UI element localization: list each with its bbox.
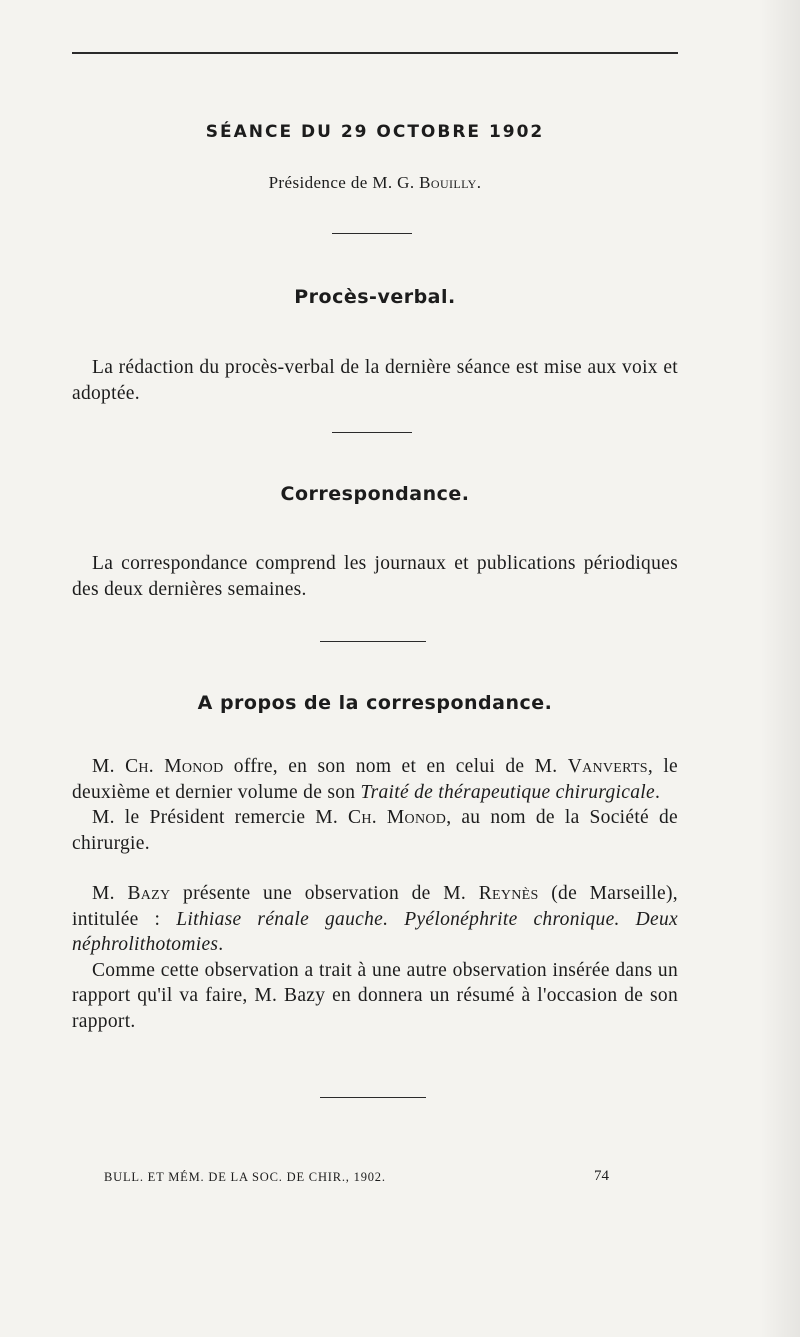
person-name: Vanverts bbox=[567, 756, 648, 777]
top-rule bbox=[72, 52, 678, 54]
session-title: SÉANCE DU 29 OCTOBRE 1902 bbox=[205, 122, 545, 142]
book-title: Traité de thérapeutique chirurgicale bbox=[360, 781, 655, 803]
paragraph-bazy-observation bbox=[72, 881, 678, 958]
heading-proces-verbal: Procès-verbal. bbox=[294, 286, 456, 308]
person-name: Ch. Monod bbox=[348, 807, 447, 828]
presidency-line bbox=[72, 173, 678, 193]
person-name: Bazy bbox=[127, 883, 171, 904]
footer-page-number: 74 bbox=[594, 1168, 609, 1184]
text-run: M. le Président remercie M. bbox=[92, 807, 349, 828]
paragraph-bazy-summary: Comme cette observation a trait à une autre observation insérée dans un rapport qu'il va faire, M. Bazy en donnera un résumé à l'occasion de son rapport. bbox=[72, 959, 678, 1032]
page-edge-shadow bbox=[760, 0, 800, 1337]
text-run: M. bbox=[92, 883, 128, 904]
observation-title: Lithiase rénale gauche. Pyélonéphrite chronique. Deux néphrolithotomies bbox=[72, 908, 678, 955]
divider-rule bbox=[320, 641, 426, 642]
presidency-suffix: . bbox=[476, 173, 482, 192]
presidency-prefix: Présidence de M. G. bbox=[268, 173, 420, 192]
divider-rule bbox=[332, 233, 412, 234]
text-run: M. bbox=[92, 756, 126, 777]
president-name: Bouilly bbox=[419, 173, 477, 192]
correspondance-paragraph: La correspondance comprend les journaux et publications périodiques des deux dernières semaines. bbox=[72, 553, 678, 600]
proces-verbal-paragraph: La rédaction du procès-verbal de la dernière séance est mise aux voix et adoptée. bbox=[72, 357, 678, 404]
heading-correspondance: Correspondance. bbox=[280, 483, 470, 505]
footer-journal-reference: BULL. ET MÉM. DE LA SOC. DE CHIR., 1902. bbox=[104, 1170, 386, 1184]
a-propos-text bbox=[72, 754, 678, 1034]
divider-rule bbox=[332, 432, 412, 433]
text-run: . bbox=[654, 781, 661, 803]
text-run: présente une observation de M. bbox=[170, 883, 479, 904]
text-run: offre, en son nom et en celui de M. bbox=[223, 756, 568, 777]
heading-a-propos: A propos de la correspondance. bbox=[197, 692, 553, 714]
correspondance-text bbox=[72, 551, 678, 602]
proces-verbal-text bbox=[72, 355, 678, 406]
text-run: . bbox=[218, 934, 224, 955]
divider-rule bbox=[320, 1097, 426, 1098]
paragraph-monod-offer bbox=[72, 754, 678, 805]
text-run: , au nom de la Société de chirurgie. bbox=[72, 807, 678, 854]
text-run: (de Marseille), intitulée : bbox=[72, 883, 678, 930]
paragraph-president-thanks bbox=[72, 805, 678, 856]
text-run: , le deuxième et dernier volume de son bbox=[72, 756, 678, 803]
person-name: Reynès bbox=[478, 883, 539, 904]
person-name: Ch. Monod bbox=[125, 756, 224, 777]
